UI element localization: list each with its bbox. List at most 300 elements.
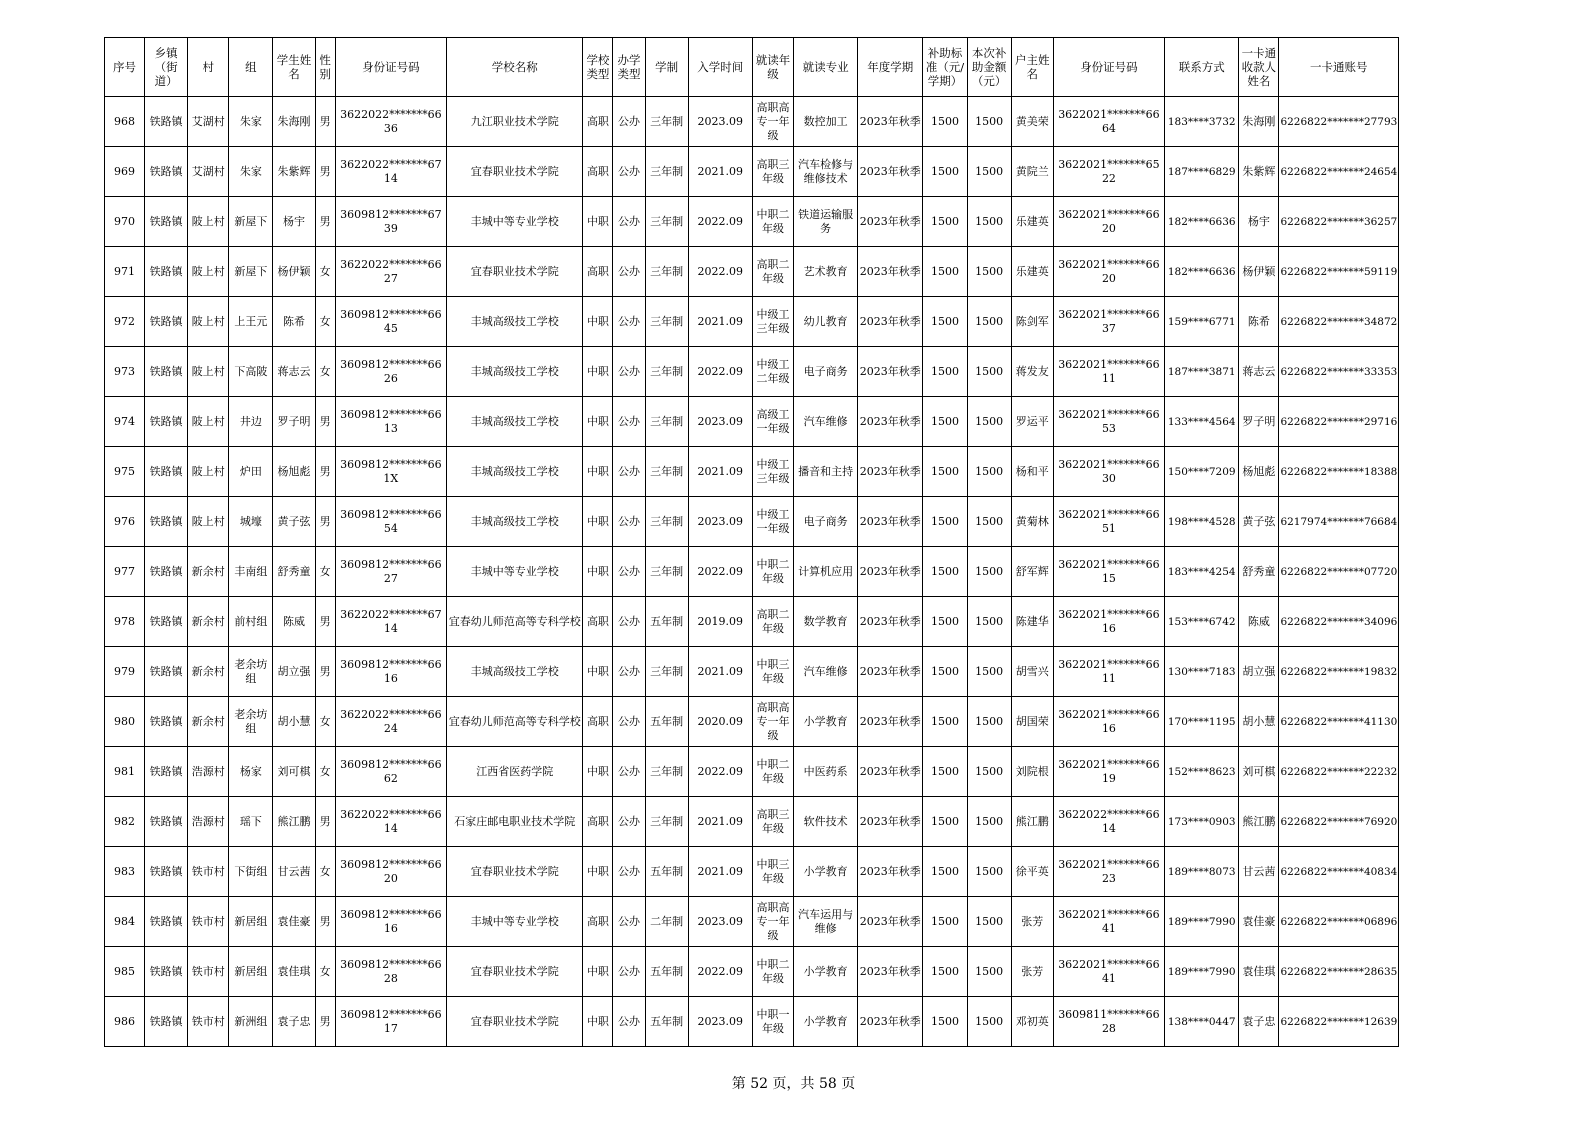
card-account-cell: 6226822*******22232 bbox=[1279, 747, 1399, 797]
group-cell: 新洲组 bbox=[229, 997, 273, 1047]
phone-cell: 182****6636 bbox=[1165, 197, 1239, 247]
run-type-cell: 公办 bbox=[613, 797, 645, 847]
grade-cell: 中职二年级 bbox=[752, 747, 793, 797]
head-id-number-cell: 3622021*******6664 bbox=[1053, 97, 1164, 147]
student-cell: 陈希 bbox=[273, 297, 315, 347]
card-account-cell: 6226822*******18388 bbox=[1279, 447, 1399, 497]
school-name-cell: 宜春职业技术学院 bbox=[447, 147, 583, 197]
col-header-town: 乡镇（街道） bbox=[145, 38, 188, 97]
term-cell: 2023年秋季 bbox=[858, 897, 923, 947]
run-type-cell: 公办 bbox=[613, 347, 645, 397]
gender-cell: 女 bbox=[315, 547, 335, 597]
school-type-cell: 中职 bbox=[583, 297, 613, 347]
col-header-run-type: 办学类型 bbox=[613, 38, 645, 97]
seq-cell: 980 bbox=[105, 697, 145, 747]
student-cell: 胡立强 bbox=[273, 647, 315, 697]
term-cell: 2023年秋季 bbox=[858, 547, 923, 597]
standard-cell: 1500 bbox=[923, 897, 967, 947]
seq-cell: 973 bbox=[105, 347, 145, 397]
school-type-cell: 高职 bbox=[583, 97, 613, 147]
col-header-card: 一卡通账号 bbox=[1279, 38, 1399, 97]
gender-cell: 女 bbox=[315, 297, 335, 347]
town-cell: 铁路镇 bbox=[145, 647, 188, 697]
town-cell: 铁路镇 bbox=[145, 347, 188, 397]
run-type-cell: 公办 bbox=[613, 547, 645, 597]
head-id-number-cell: 3622021*******6653 bbox=[1053, 397, 1164, 447]
head-name-cell: 罗运平 bbox=[1011, 397, 1053, 447]
head-name-cell: 杨和平 bbox=[1011, 447, 1053, 497]
table-row bbox=[105, 97, 1399, 147]
card-account-cell: 6226822*******34096 bbox=[1279, 597, 1399, 647]
gender-cell: 男 bbox=[315, 997, 335, 1047]
major-cell: 数学教育 bbox=[794, 597, 858, 647]
village-cell: 陂上村 bbox=[188, 297, 229, 347]
standard-cell: 1500 bbox=[923, 997, 967, 1047]
head-name-cell: 陈剑军 bbox=[1011, 297, 1053, 347]
amount-cell: 1500 bbox=[967, 747, 1011, 797]
card-account-cell: 6226822*******27793 bbox=[1279, 97, 1399, 147]
town-cell: 铁路镇 bbox=[145, 97, 188, 147]
seq-cell: 981 bbox=[105, 747, 145, 797]
school-name-cell: 宜春幼儿师范高等专科学校 bbox=[447, 597, 583, 647]
id-number-cell: 3609812*******6628 bbox=[335, 947, 446, 997]
student-cell: 舒秀童 bbox=[273, 547, 315, 597]
amount-cell: 1500 bbox=[967, 797, 1011, 847]
head-name-cell: 刘院根 bbox=[1011, 747, 1053, 797]
town-cell: 铁路镇 bbox=[145, 297, 188, 347]
head-name-cell: 蒋发友 bbox=[1011, 347, 1053, 397]
grade-cell: 中职二年级 bbox=[752, 547, 793, 597]
standard-cell: 1500 bbox=[923, 597, 967, 647]
amount-cell: 1500 bbox=[967, 397, 1011, 447]
village-cell: 铁市村 bbox=[188, 947, 229, 997]
student-cell: 杨宇 bbox=[273, 197, 315, 247]
major-cell: 小学教育 bbox=[794, 697, 858, 747]
village-cell: 陂上村 bbox=[188, 447, 229, 497]
table-row bbox=[105, 897, 1399, 947]
group-cell: 新居组 bbox=[229, 897, 273, 947]
head-name-cell: 邓初英 bbox=[1011, 997, 1053, 1047]
phone-cell: 183****4254 bbox=[1165, 547, 1239, 597]
group-cell: 老余坊组 bbox=[229, 647, 273, 697]
table-row bbox=[105, 447, 1399, 497]
head-name-cell: 张芳 bbox=[1011, 947, 1053, 997]
id-number-cell: 3622022*******6624 bbox=[335, 697, 446, 747]
phone-cell: 187****3871 bbox=[1165, 347, 1239, 397]
card-holder-cell: 熊江鹏 bbox=[1239, 797, 1279, 847]
enroll-date-cell: 2023.09 bbox=[688, 397, 752, 447]
standard-cell: 1500 bbox=[923, 947, 967, 997]
amount-cell: 1500 bbox=[967, 497, 1011, 547]
school-type-cell: 高职 bbox=[583, 597, 613, 647]
card-account-cell: 6226822*******06896 bbox=[1279, 897, 1399, 947]
card-account-cell: 6226822*******07720 bbox=[1279, 547, 1399, 597]
school-name-cell: 宜春职业技术学院 bbox=[447, 947, 583, 997]
run-type-cell: 公办 bbox=[613, 947, 645, 997]
school-system-cell: 五年制 bbox=[645, 847, 688, 897]
term-cell: 2023年秋季 bbox=[858, 197, 923, 247]
major-cell: 汽车维修 bbox=[794, 647, 858, 697]
major-cell: 中医药系 bbox=[794, 747, 858, 797]
school-name-cell: 宜春职业技术学院 bbox=[447, 847, 583, 897]
school-system-cell: 三年制 bbox=[645, 797, 688, 847]
student-cell: 陈威 bbox=[273, 597, 315, 647]
head-id-number-cell: 3622021*******6522 bbox=[1053, 147, 1164, 197]
card-holder-cell: 胡小慧 bbox=[1239, 697, 1279, 747]
col-header-amount: 本次补助金额（元） bbox=[967, 38, 1011, 97]
gender-cell: 男 bbox=[315, 597, 335, 647]
phone-cell: 170****1195 bbox=[1165, 697, 1239, 747]
town-cell: 铁路镇 bbox=[145, 897, 188, 947]
student-cell: 甘云茜 bbox=[273, 847, 315, 897]
group-cell: 炉田 bbox=[229, 447, 273, 497]
school-name-cell: 丰城高级技工学校 bbox=[447, 447, 583, 497]
head-name-cell: 胡国荣 bbox=[1011, 697, 1053, 747]
phone-cell: 133****4564 bbox=[1165, 397, 1239, 447]
amount-cell: 1500 bbox=[967, 447, 1011, 497]
term-cell: 2023年秋季 bbox=[858, 97, 923, 147]
village-cell: 陂上村 bbox=[188, 197, 229, 247]
town-cell: 铁路镇 bbox=[145, 797, 188, 847]
group-cell: 上王元 bbox=[229, 297, 273, 347]
table-row bbox=[105, 497, 1399, 547]
town-cell: 铁路镇 bbox=[145, 397, 188, 447]
village-cell: 铁市村 bbox=[188, 997, 229, 1047]
village-cell: 铁市村 bbox=[188, 847, 229, 897]
card-holder-cell: 黄子弦 bbox=[1239, 497, 1279, 547]
village-cell: 艾湖村 bbox=[188, 97, 229, 147]
table-row bbox=[105, 597, 1399, 647]
enroll-date-cell: 2022.09 bbox=[688, 347, 752, 397]
grade-cell: 中职二年级 bbox=[752, 197, 793, 247]
major-cell: 幼儿教育 bbox=[794, 297, 858, 347]
gender-cell: 女 bbox=[315, 947, 335, 997]
card-account-cell: 6226822*******59119 bbox=[1279, 247, 1399, 297]
phone-cell: 182****6636 bbox=[1165, 247, 1239, 297]
village-cell: 新余村 bbox=[188, 547, 229, 597]
id-number-cell: 3622022*******6614 bbox=[335, 797, 446, 847]
run-type-cell: 公办 bbox=[613, 497, 645, 547]
grade-cell: 中职二年级 bbox=[752, 947, 793, 997]
head-name-cell: 黄美荣 bbox=[1011, 97, 1053, 147]
school-name-cell: 丰城高级技工学校 bbox=[447, 647, 583, 697]
table-row bbox=[105, 397, 1399, 447]
town-cell: 铁路镇 bbox=[145, 147, 188, 197]
village-cell: 浩源村 bbox=[188, 797, 229, 847]
enroll-date-cell: 2021.09 bbox=[688, 447, 752, 497]
school-system-cell: 三年制 bbox=[645, 647, 688, 697]
table-row bbox=[105, 947, 1399, 997]
group-cell: 新屋下 bbox=[229, 197, 273, 247]
card-account-cell: 6217974*******76684 bbox=[1279, 497, 1399, 547]
major-cell: 艺术教育 bbox=[794, 247, 858, 297]
head-name-cell: 张芳 bbox=[1011, 897, 1053, 947]
enroll-date-cell: 2022.09 bbox=[688, 247, 752, 297]
seq-cell: 983 bbox=[105, 847, 145, 897]
school-system-cell: 三年制 bbox=[645, 197, 688, 247]
card-holder-cell: 朱紫辉 bbox=[1239, 147, 1279, 197]
standard-cell: 1500 bbox=[923, 847, 967, 897]
village-cell: 新余村 bbox=[188, 597, 229, 647]
head-id-number-cell: 3622021*******6637 bbox=[1053, 297, 1164, 347]
grade-cell: 中职三年级 bbox=[752, 847, 793, 897]
school-name-cell: 丰城高级技工学校 bbox=[447, 497, 583, 547]
id-number-cell: 3609812*******6616 bbox=[335, 897, 446, 947]
major-cell: 计算机应用 bbox=[794, 547, 858, 597]
school-name-cell: 宜春职业技术学院 bbox=[447, 997, 583, 1047]
card-holder-cell: 蒋志云 bbox=[1239, 347, 1279, 397]
school-system-cell: 三年制 bbox=[645, 247, 688, 297]
head-id-number-cell: 3622021*******6611 bbox=[1053, 347, 1164, 397]
gender-cell: 女 bbox=[315, 247, 335, 297]
village-cell: 陂上村 bbox=[188, 247, 229, 297]
seq-cell: 970 bbox=[105, 197, 145, 247]
major-cell: 铁道运输服务 bbox=[794, 197, 858, 247]
grade-cell: 中级工二年级 bbox=[752, 347, 793, 397]
table-row bbox=[105, 847, 1399, 897]
student-cell: 熊江鹏 bbox=[273, 797, 315, 847]
col-header-school-type: 学校类型 bbox=[583, 38, 613, 97]
enroll-date-cell: 2023.09 bbox=[688, 997, 752, 1047]
run-type-cell: 公办 bbox=[613, 697, 645, 747]
run-type-cell: 公办 bbox=[613, 597, 645, 647]
card-holder-cell: 杨宇 bbox=[1239, 197, 1279, 247]
group-cell: 瑶下 bbox=[229, 797, 273, 847]
gender-cell: 男 bbox=[315, 647, 335, 697]
id-number-cell: 3622022*******6627 bbox=[335, 247, 446, 297]
major-cell: 汽车运用与维修 bbox=[794, 897, 858, 947]
card-holder-cell: 陈希 bbox=[1239, 297, 1279, 347]
enroll-date-cell: 2023.09 bbox=[688, 97, 752, 147]
group-cell: 杨家 bbox=[229, 747, 273, 797]
id-number-cell: 3609812*******6617 bbox=[335, 997, 446, 1047]
card-holder-cell: 杨旭彪 bbox=[1239, 447, 1279, 497]
school-name-cell: 宜春职业技术学院 bbox=[447, 247, 583, 297]
school-type-cell: 中职 bbox=[583, 947, 613, 997]
amount-cell: 1500 bbox=[967, 697, 1011, 747]
gender-cell: 女 bbox=[315, 847, 335, 897]
grade-cell: 中职一年级 bbox=[752, 997, 793, 1047]
col-header-enroll: 入学时间 bbox=[688, 38, 752, 97]
school-type-cell: 中职 bbox=[583, 497, 613, 547]
major-cell: 汽车维修 bbox=[794, 397, 858, 447]
group-cell: 前村组 bbox=[229, 597, 273, 647]
school-system-cell: 三年制 bbox=[645, 147, 688, 197]
student-cell: 罗子明 bbox=[273, 397, 315, 447]
school-system-cell: 五年制 bbox=[645, 697, 688, 747]
card-account-cell: 6226822*******19832 bbox=[1279, 647, 1399, 697]
town-cell: 铁路镇 bbox=[145, 547, 188, 597]
seq-cell: 971 bbox=[105, 247, 145, 297]
term-cell: 2023年秋季 bbox=[858, 447, 923, 497]
head-id-number-cell: 3609811*******6628 bbox=[1053, 997, 1164, 1047]
head-id-number-cell: 3622021*******6619 bbox=[1053, 747, 1164, 797]
head-id-number-cell: 3622021*******6611 bbox=[1053, 647, 1164, 697]
phone-cell: 150****7209 bbox=[1165, 447, 1239, 497]
card-holder-cell: 袁佳琪 bbox=[1239, 947, 1279, 997]
term-cell: 2023年秋季 bbox=[858, 797, 923, 847]
enroll-date-cell: 2021.09 bbox=[688, 647, 752, 697]
card-holder-cell: 舒秀童 bbox=[1239, 547, 1279, 597]
head-name-cell: 乐建英 bbox=[1011, 197, 1053, 247]
school-type-cell: 中职 bbox=[583, 547, 613, 597]
school-type-cell: 中职 bbox=[583, 347, 613, 397]
card-account-cell: 6226822*******76920 bbox=[1279, 797, 1399, 847]
group-cell: 新居组 bbox=[229, 947, 273, 997]
school-name-cell: 江西省医药学院 bbox=[447, 747, 583, 797]
gender-cell: 女 bbox=[315, 697, 335, 747]
table-row bbox=[105, 547, 1399, 597]
id-number-cell: 3609812*******6616 bbox=[335, 647, 446, 697]
phone-cell: 159****6771 bbox=[1165, 297, 1239, 347]
student-cell: 蒋志云 bbox=[273, 347, 315, 397]
id-number-cell: 3622022*******6714 bbox=[335, 597, 446, 647]
amount-cell: 1500 bbox=[967, 847, 1011, 897]
seq-cell: 979 bbox=[105, 647, 145, 697]
town-cell: 铁路镇 bbox=[145, 947, 188, 997]
standard-cell: 1500 bbox=[923, 397, 967, 447]
head-name-cell: 黄院兰 bbox=[1011, 147, 1053, 197]
card-holder-cell: 袁子忠 bbox=[1239, 997, 1279, 1047]
student-cell: 袁佳豪 bbox=[273, 897, 315, 947]
amount-cell: 1500 bbox=[967, 347, 1011, 397]
seq-cell: 976 bbox=[105, 497, 145, 547]
standard-cell: 1500 bbox=[923, 297, 967, 347]
table-row bbox=[105, 647, 1399, 697]
head-name-cell: 徐平英 bbox=[1011, 847, 1053, 897]
card-holder-cell: 袁佳豪 bbox=[1239, 897, 1279, 947]
student-cell: 朱海刚 bbox=[273, 97, 315, 147]
school-name-cell: 丰城中等专业学校 bbox=[447, 197, 583, 247]
gender-cell: 男 bbox=[315, 197, 335, 247]
term-cell: 2023年秋季 bbox=[858, 497, 923, 547]
school-type-cell: 高职 bbox=[583, 797, 613, 847]
term-cell: 2023年秋季 bbox=[858, 997, 923, 1047]
id-number-cell: 3622022*******6714 bbox=[335, 147, 446, 197]
town-cell: 铁路镇 bbox=[145, 197, 188, 247]
school-type-cell: 中职 bbox=[583, 997, 613, 1047]
school-system-cell: 二年制 bbox=[645, 897, 688, 947]
term-cell: 2023年秋季 bbox=[858, 697, 923, 747]
town-cell: 铁路镇 bbox=[145, 697, 188, 747]
group-cell: 井边 bbox=[229, 397, 273, 447]
phone-cell: 189****7990 bbox=[1165, 897, 1239, 947]
standard-cell: 1500 bbox=[923, 797, 967, 847]
head-name-cell: 胡雪兴 bbox=[1011, 647, 1053, 697]
enroll-date-cell: 2021.09 bbox=[688, 797, 752, 847]
gender-cell: 男 bbox=[315, 147, 335, 197]
enroll-date-cell: 2023.09 bbox=[688, 497, 752, 547]
id-number-cell: 3609812*******6626 bbox=[335, 347, 446, 397]
major-cell: 数控加工 bbox=[794, 97, 858, 147]
school-system-cell: 五年制 bbox=[645, 997, 688, 1047]
phone-cell: 189****7990 bbox=[1165, 947, 1239, 997]
col-header-phone: 联系方式 bbox=[1165, 38, 1239, 97]
student-cell: 杨旭彪 bbox=[273, 447, 315, 497]
id-number-cell: 3609812*******661X bbox=[335, 447, 446, 497]
school-name-cell: 丰城中等专业学校 bbox=[447, 897, 583, 947]
col-header-student: 学生姓名 bbox=[273, 38, 315, 97]
village-cell: 浩源村 bbox=[188, 747, 229, 797]
grade-cell: 高职三年级 bbox=[752, 797, 793, 847]
seq-cell: 978 bbox=[105, 597, 145, 647]
term-cell: 2023年秋季 bbox=[858, 947, 923, 997]
run-type-cell: 公办 bbox=[613, 447, 645, 497]
student-cell: 朱紫辉 bbox=[273, 147, 315, 197]
head-id-number-cell: 3622021*******6615 bbox=[1053, 547, 1164, 597]
gender-cell: 男 bbox=[315, 447, 335, 497]
school-name-cell: 丰城中等专业学校 bbox=[447, 547, 583, 597]
village-cell: 陂上村 bbox=[188, 347, 229, 397]
table-row bbox=[105, 797, 1399, 847]
amount-cell: 1500 bbox=[967, 97, 1011, 147]
school-system-cell: 五年制 bbox=[645, 947, 688, 997]
id-number-cell: 3609812*******6654 bbox=[335, 497, 446, 547]
gender-cell: 男 bbox=[315, 97, 335, 147]
amount-cell: 1500 bbox=[967, 647, 1011, 697]
phone-cell: 183****3732 bbox=[1165, 97, 1239, 147]
school-type-cell: 高职 bbox=[583, 247, 613, 297]
major-cell: 电子商务 bbox=[794, 497, 858, 547]
col-header-school: 学校名称 bbox=[447, 38, 583, 97]
head-id-number-cell: 3622021*******6620 bbox=[1053, 197, 1164, 247]
enroll-date-cell: 2021.09 bbox=[688, 297, 752, 347]
card-holder-cell: 朱海刚 bbox=[1239, 97, 1279, 147]
table-row bbox=[105, 747, 1399, 797]
id-number-cell: 3609812*******6645 bbox=[335, 297, 446, 347]
run-type-cell: 公办 bbox=[613, 647, 645, 697]
phone-cell: 173****0903 bbox=[1165, 797, 1239, 847]
school-type-cell: 中职 bbox=[583, 397, 613, 447]
run-type-cell: 公办 bbox=[613, 997, 645, 1047]
page-footer: 第 52 页，共 58 页 bbox=[731, 1076, 856, 1092]
town-cell: 铁路镇 bbox=[145, 997, 188, 1047]
town-cell: 铁路镇 bbox=[145, 847, 188, 897]
town-cell: 铁路镇 bbox=[145, 497, 188, 547]
standard-cell: 1500 bbox=[923, 197, 967, 247]
grade-cell: 中级工三年级 bbox=[752, 297, 793, 347]
group-cell: 丰南组 bbox=[229, 547, 273, 597]
enroll-date-cell: 2022.09 bbox=[688, 197, 752, 247]
col-header-group: 组 bbox=[229, 38, 273, 97]
school-type-cell: 中职 bbox=[583, 447, 613, 497]
school-name-cell: 石家庄邮电职业技术学院 bbox=[447, 797, 583, 847]
school-system-cell: 五年制 bbox=[645, 597, 688, 647]
id-number-cell: 3609812*******6739 bbox=[335, 197, 446, 247]
table-row bbox=[105, 247, 1399, 297]
seq-cell: 968 bbox=[105, 97, 145, 147]
card-holder-cell: 刘可棋 bbox=[1239, 747, 1279, 797]
standard-cell: 1500 bbox=[923, 147, 967, 197]
standard-cell: 1500 bbox=[923, 547, 967, 597]
standard-cell: 1500 bbox=[923, 647, 967, 697]
term-cell: 2023年秋季 bbox=[858, 847, 923, 897]
school-type-cell: 中职 bbox=[583, 747, 613, 797]
table-body bbox=[105, 97, 1399, 1047]
term-cell: 2023年秋季 bbox=[858, 347, 923, 397]
major-cell: 汽车检修与维修技术 bbox=[794, 147, 858, 197]
enroll-date-cell: 2019.09 bbox=[688, 597, 752, 647]
school-system-cell: 三年制 bbox=[645, 547, 688, 597]
enroll-date-cell: 2022.09 bbox=[688, 947, 752, 997]
school-name-cell: 丰城高级技工学校 bbox=[447, 297, 583, 347]
col-header-card-name: 一卡通收款人姓名 bbox=[1239, 38, 1279, 97]
grade-cell: 高职三年级 bbox=[752, 147, 793, 197]
card-holder-cell: 陈威 bbox=[1239, 597, 1279, 647]
run-type-cell: 公办 bbox=[613, 897, 645, 947]
standard-cell: 1500 bbox=[923, 747, 967, 797]
phone-cell: 153****6742 bbox=[1165, 597, 1239, 647]
